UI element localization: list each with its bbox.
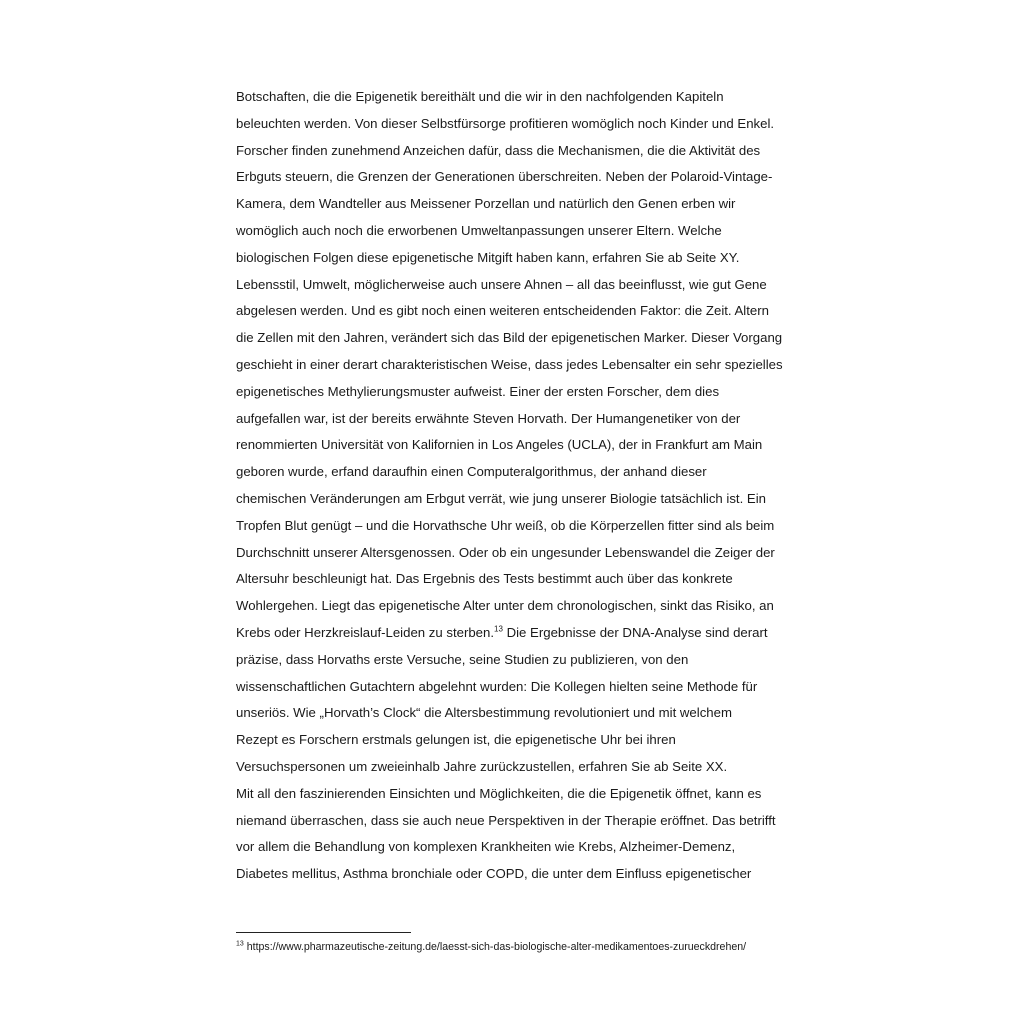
text-line: Durchschnitt unserer Altersgenossen. Oder ob ein ungesunder Lebenswandel die Zeiger der — [236, 544, 775, 560]
text-segment: Krebs oder Herzkreislauf-Leiden zu sterben. — [236, 624, 495, 640]
text-line: vor allem die Behandlung von komplexen Krankheiten wie Krebs, Alzheimer-Demenz, — [236, 839, 736, 855]
text-line: wissenschaftlichen Gutachtern abgelehnt wurden: Die Kollegen hielten seine Methode für — [236, 678, 758, 694]
text-line: Forscher finden zunehmend Anzeichen dafür, dass die Mechanismen, die die Aktivität des — [236, 142, 761, 158]
text-line: renommierten Universität von Kalifornien in Los Angeles (UCLA), der in Frankfurt am Main — [236, 437, 763, 453]
text-line: Kamera, dem Wandteller aus Meissener Porzellan und natürlich den Genen erben wir — [236, 196, 736, 212]
text-line: womöglich auch noch die erworbenen Umweltanpassungen unserer Eltern. Welche — [236, 222, 722, 238]
text-line: Erbguts steuern, die Grenzen der Generationen überschreiten. Neben der Polaroid-Vintage- — [236, 169, 773, 185]
text-segment: Die Ergebnisse der DNA-Analyse sind derart — [502, 624, 768, 640]
text-line: epigenetisches Methylierungsmuster aufweist. Einer der ersten Forscher, dem dies — [236, 383, 720, 399]
text-line: Versuchspersonen um zweieinhalb Jahre zurückzustellen, erfahren Sie ab Seite XX. — [236, 758, 728, 774]
text-line: Rezept es Forschern erstmals gelungen ist, die epigenetische Uhr bei ihren — [236, 732, 676, 748]
footnote-url[interactable]: https://www.pharmazeutische-zeitung.de/laesst-sich-das-biologische-alter-medikamentoes-zurueckdrehen/ — [243, 941, 747, 953]
text-line: die Zellen mit den Jahren, verändert sich das Bild der epigenetischen Marker. Dieser Vorgang — [236, 330, 783, 346]
text-line: Tropfen Blut genügt – und die Horvathsche Uhr weiß, ob die Körperzellen fitter sind als beim — [236, 517, 775, 533]
text-line: geboren wurde, erfand daraufhin einen Computeralgorithmus, der anhand dieser — [236, 464, 707, 480]
footnote — [236, 939, 796, 955]
text-line: geschieht in einer derart charakteristischen Weise, dass jedes Lebensalter ein sehr spezielles — [236, 356, 783, 372]
text-line: Lebensstil, Umwelt, möglicherweise auch unsere Ahnen – all das beeinflusst, wie gut Gene — [236, 276, 767, 292]
text-line: Botschaften, die die Epigenetik bereithält und die wir in den nachfolgenden Kapiteln — [236, 89, 724, 104]
footnote-reference[interactable]: 13 — [494, 624, 503, 634]
text-line: präzise, dass Horvaths erste Versuche, seine Studien zu publizieren, von den — [236, 651, 689, 667]
body-text — [236, 84, 796, 888]
text-line: abgelesen werden. Und es gibt noch einen weiteren entscheidenden Faktor: die Zeit. Altern — [236, 303, 769, 319]
text-line: Wohlergehen. Liegt das epigenetische Alter unter dem chronologischen, sinkt das Risiko, an — [236, 598, 774, 614]
text-line: Mit all den faszinierenden Einsichten und Möglichkeiten, die die Epigenetik öffnet, kann es — [236, 785, 762, 801]
footnote-separator — [236, 932, 411, 933]
text-line: beleuchten werden. Von dieser Selbstfürsorge profitieren womöglich noch Kinder und Enkel. — [236, 115, 775, 131]
text-line: Diabetes mellitus, Asthma bronchiale oder COPD, die unter dem Einfluss epigenetischer — [236, 866, 752, 882]
text-line-with-footnote — [236, 620, 796, 647]
text-line: Altersuhr beschleunigt hat. Das Ergebnis des Tests bestimmt auch über das konkrete — [236, 571, 733, 587]
text-line: biologischen Folgen diese epigenetische Mitgift haben kann, erfahren Sie ab Seite XY. — [236, 249, 740, 265]
text-line: aufgefallen war, ist der bereits erwähnte Steven Horvath. Der Humangenetiker von der — [236, 410, 741, 426]
footnote-number: 13 — [236, 940, 244, 948]
text-line: unseriös. Wie „Horvath’s Clock“ die Altersbestimmung revolutioniert und mit welchem — [236, 705, 732, 721]
text-line: chemischen Veränderungen am Erbgut verrät, wie jung unserer Biologie tatsächlich ist. Ein — [236, 490, 766, 506]
text-line: niemand überraschen, dass sie auch neue Perspektiven in der Therapie eröffnet. Das betrifft — [236, 812, 776, 828]
